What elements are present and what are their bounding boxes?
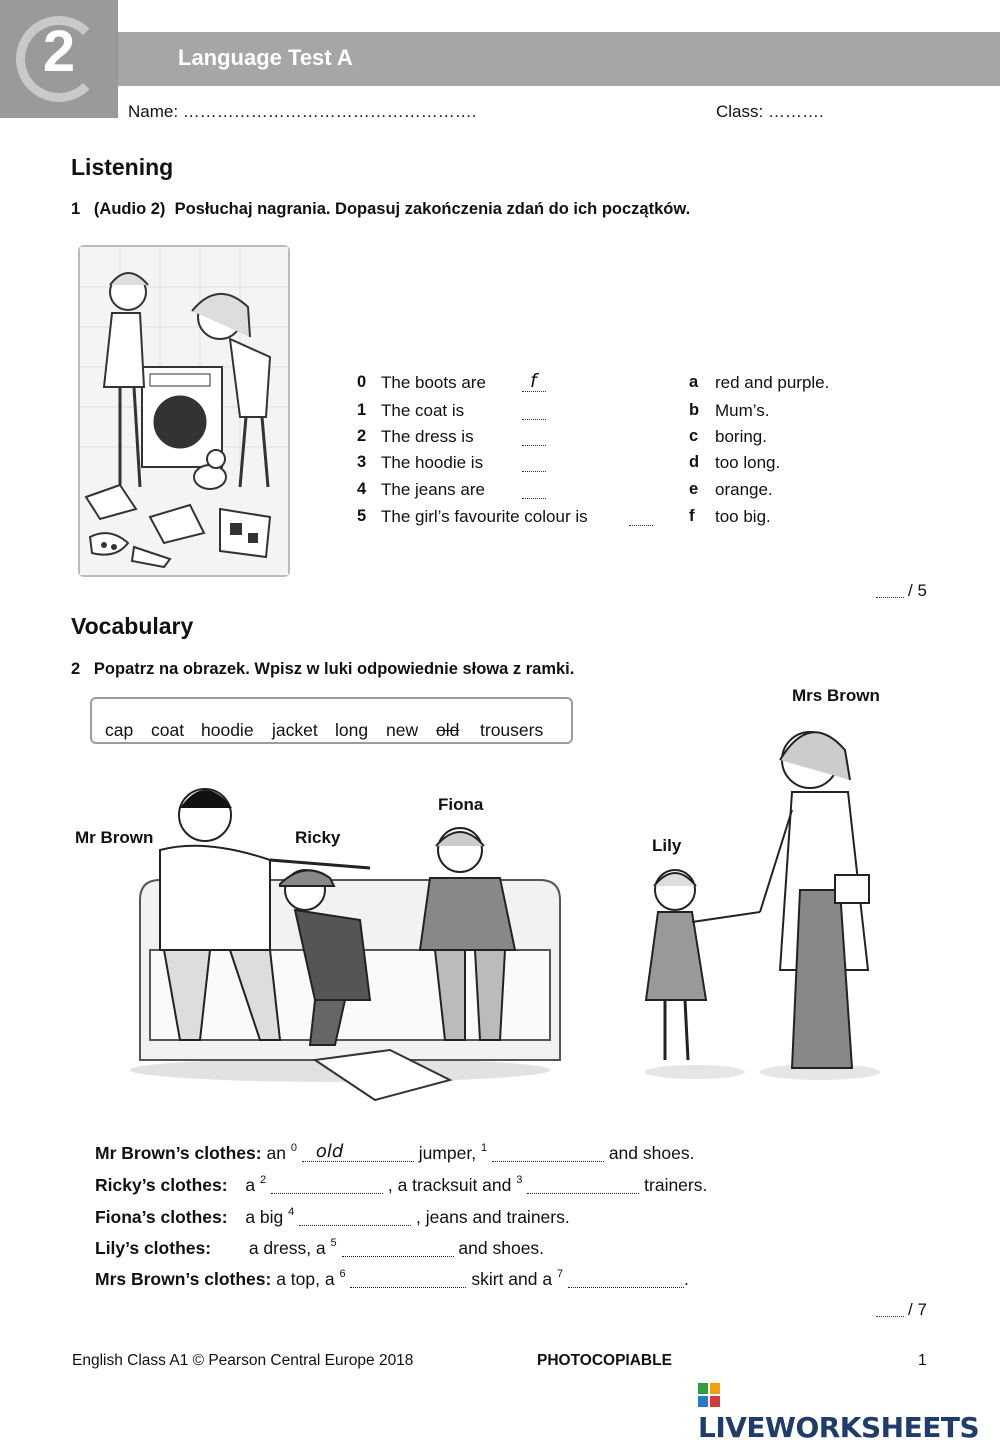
score-gap[interactable] (876, 1316, 904, 1317)
listening-score[interactable] (876, 581, 927, 601)
unit-badge (0, 0, 118, 118)
sentence-beginning: The hoodie is (381, 453, 484, 472)
laundry-illustration (78, 245, 290, 577)
word-box-item: long (335, 720, 369, 740)
word-box-item: hoodie (201, 720, 254, 740)
sentence-ending: Mum’s. (715, 401, 770, 420)
label-mrs-brown: Mrs Brown (792, 686, 880, 705)
sentence-label: Lily’s clothes: (95, 1238, 212, 1258)
answer-gap[interactable] (492, 1145, 604, 1162)
word-box-item: cap (105, 720, 134, 740)
answer-gap[interactable] (522, 430, 546, 446)
listening-instruction: 1 (Audio 2) Posłuchaj nagrania. Dopasuj zakończenia zdań do ich początków. (71, 200, 691, 218)
class-field[interactable]: Class: ………. (716, 102, 824, 121)
gap-number: 1 (480, 1142, 488, 1154)
listening-heading: Listening (71, 154, 174, 180)
score-total: / 5 (908, 581, 927, 600)
word-box-item: new (386, 720, 419, 740)
sentence-text: a dress, a (248, 1238, 326, 1258)
answer-gap[interactable] (271, 1177, 383, 1194)
sentence-text: an (266, 1143, 286, 1163)
ending-letter: f (689, 507, 695, 525)
ending-letter: e (689, 480, 699, 498)
word-box-item: jacket (272, 720, 318, 740)
item-number: 4 (357, 480, 367, 498)
label-fiona: Fiona (438, 795, 484, 814)
sentence-beginning: The boots are (381, 373, 486, 392)
ending-letter: d (689, 453, 700, 471)
answer-text: old (315, 1141, 344, 1162)
sentence-text: a top, a (276, 1269, 335, 1289)
answer-gap[interactable] (350, 1271, 466, 1288)
answer-gap[interactable] (522, 483, 546, 499)
sentence-text: . (683, 1269, 689, 1289)
sentence-ending: too long. (715, 453, 781, 472)
vocabulary-score[interactable] (876, 1300, 927, 1320)
label-ricky: Ricky (295, 828, 341, 847)
answer-text: f (530, 370, 537, 392)
sentence-beginning: The girl’s favourite colour is (381, 507, 588, 526)
item-number: 5 (357, 507, 367, 525)
family-illustration (120, 700, 900, 1120)
gap-number: 7 (556, 1268, 564, 1280)
liveworksheets-logo[interactable] (698, 1378, 1000, 1444)
liveworksheets-wordmark: LIVEWORKSHEETS (698, 1411, 980, 1444)
sentence-text: and shoes. (458, 1238, 545, 1258)
sentence-text: trainers. (644, 1175, 708, 1195)
answer-gap[interactable] (629, 510, 653, 526)
sentence-beginning: The dress is (381, 427, 474, 446)
word-box-item-struck: old (436, 720, 460, 740)
gap-number: 4 (288, 1206, 295, 1218)
sentence-label: Mrs Brown’s clothes: (95, 1269, 272, 1289)
sentence-label: Fiona’s clothes: (95, 1207, 228, 1227)
footer-copyright: English Class A1 © Pearson Central Europe 2018 (72, 1352, 414, 1369)
sentence-text: jumper, (418, 1143, 477, 1163)
item-number: 2 (357, 427, 367, 445)
sentence-text: , a tracksuit and (387, 1175, 512, 1195)
answer-gap[interactable] (522, 456, 546, 472)
answer-gap[interactable] (302, 1141, 414, 1162)
sentence-mr-brown (95, 1142, 694, 1164)
sentence-ricky (95, 1174, 707, 1196)
gap-number: 6 (339, 1268, 346, 1280)
answer-gap[interactable] (568, 1271, 684, 1288)
answer-gap[interactable] (527, 1177, 639, 1194)
sentence-text: skirt and a (471, 1269, 553, 1289)
name-field[interactable]: Name: ……………………………………………. (128, 102, 477, 121)
sentence-ending: red and purple. (715, 373, 830, 392)
answer-gap[interactable] (299, 1209, 411, 1226)
ending-letter: c (689, 427, 699, 445)
gap-number: 0 (290, 1142, 297, 1154)
word-box-item: trousers (480, 720, 544, 740)
sentence-fiona (95, 1206, 570, 1228)
sentence-label: Ricky’s clothes: (95, 1175, 228, 1195)
gap-number: 3 (516, 1174, 523, 1186)
footer-page-number: 1 (918, 1352, 927, 1369)
liveworksheets-badge-icon (698, 1383, 720, 1407)
ending-letter: b (689, 401, 700, 419)
item-number: 1 (357, 401, 367, 419)
header-bar (118, 32, 1000, 86)
vocabulary-instruction: 2 Popatrz na obrazek. Wpisz w luki odpowiednie słowa z ramki. (71, 660, 575, 678)
answer-gap[interactable] (342, 1240, 454, 1257)
footer-photocopiable: PHOTOCOPIABLE (537, 1352, 672, 1369)
sentence-ending: too big. (715, 507, 771, 526)
sentence-lily (95, 1237, 544, 1259)
item-number: 0 (357, 373, 367, 391)
word-box-item: coat (151, 720, 185, 740)
vocabulary-heading: Vocabulary (71, 613, 194, 639)
sentence-beginning: The jeans are (381, 480, 485, 499)
sentence-mrs-brown (95, 1268, 689, 1290)
sentence-label: Mr Brown’s clothes: (95, 1143, 262, 1163)
score-gap[interactable] (876, 597, 904, 598)
gap-number: 2 (259, 1174, 267, 1186)
sentence-ending: boring. (715, 427, 767, 446)
label-lily: Lily (652, 836, 682, 855)
sentence-ending: orange. (715, 480, 773, 499)
sentence-text: a big (245, 1207, 284, 1227)
sentence-text: a (245, 1175, 256, 1195)
answer-gap[interactable] (522, 404, 546, 420)
ending-letter: a (689, 373, 699, 391)
label-mr-brown: Mr Brown (75, 828, 154, 847)
sentence-text: and shoes. (608, 1143, 695, 1163)
sentence-beginning: The coat is (381, 401, 465, 420)
score-total: / 7 (908, 1300, 927, 1319)
gap-number: 5 (330, 1237, 337, 1249)
page-title: Language Test A (178, 45, 353, 70)
laundry-scene-image (80, 247, 288, 575)
sentence-text: , jeans and trainers. (416, 1207, 570, 1227)
item-number: 3 (357, 453, 367, 471)
unit-number: 2 (42, 19, 76, 84)
